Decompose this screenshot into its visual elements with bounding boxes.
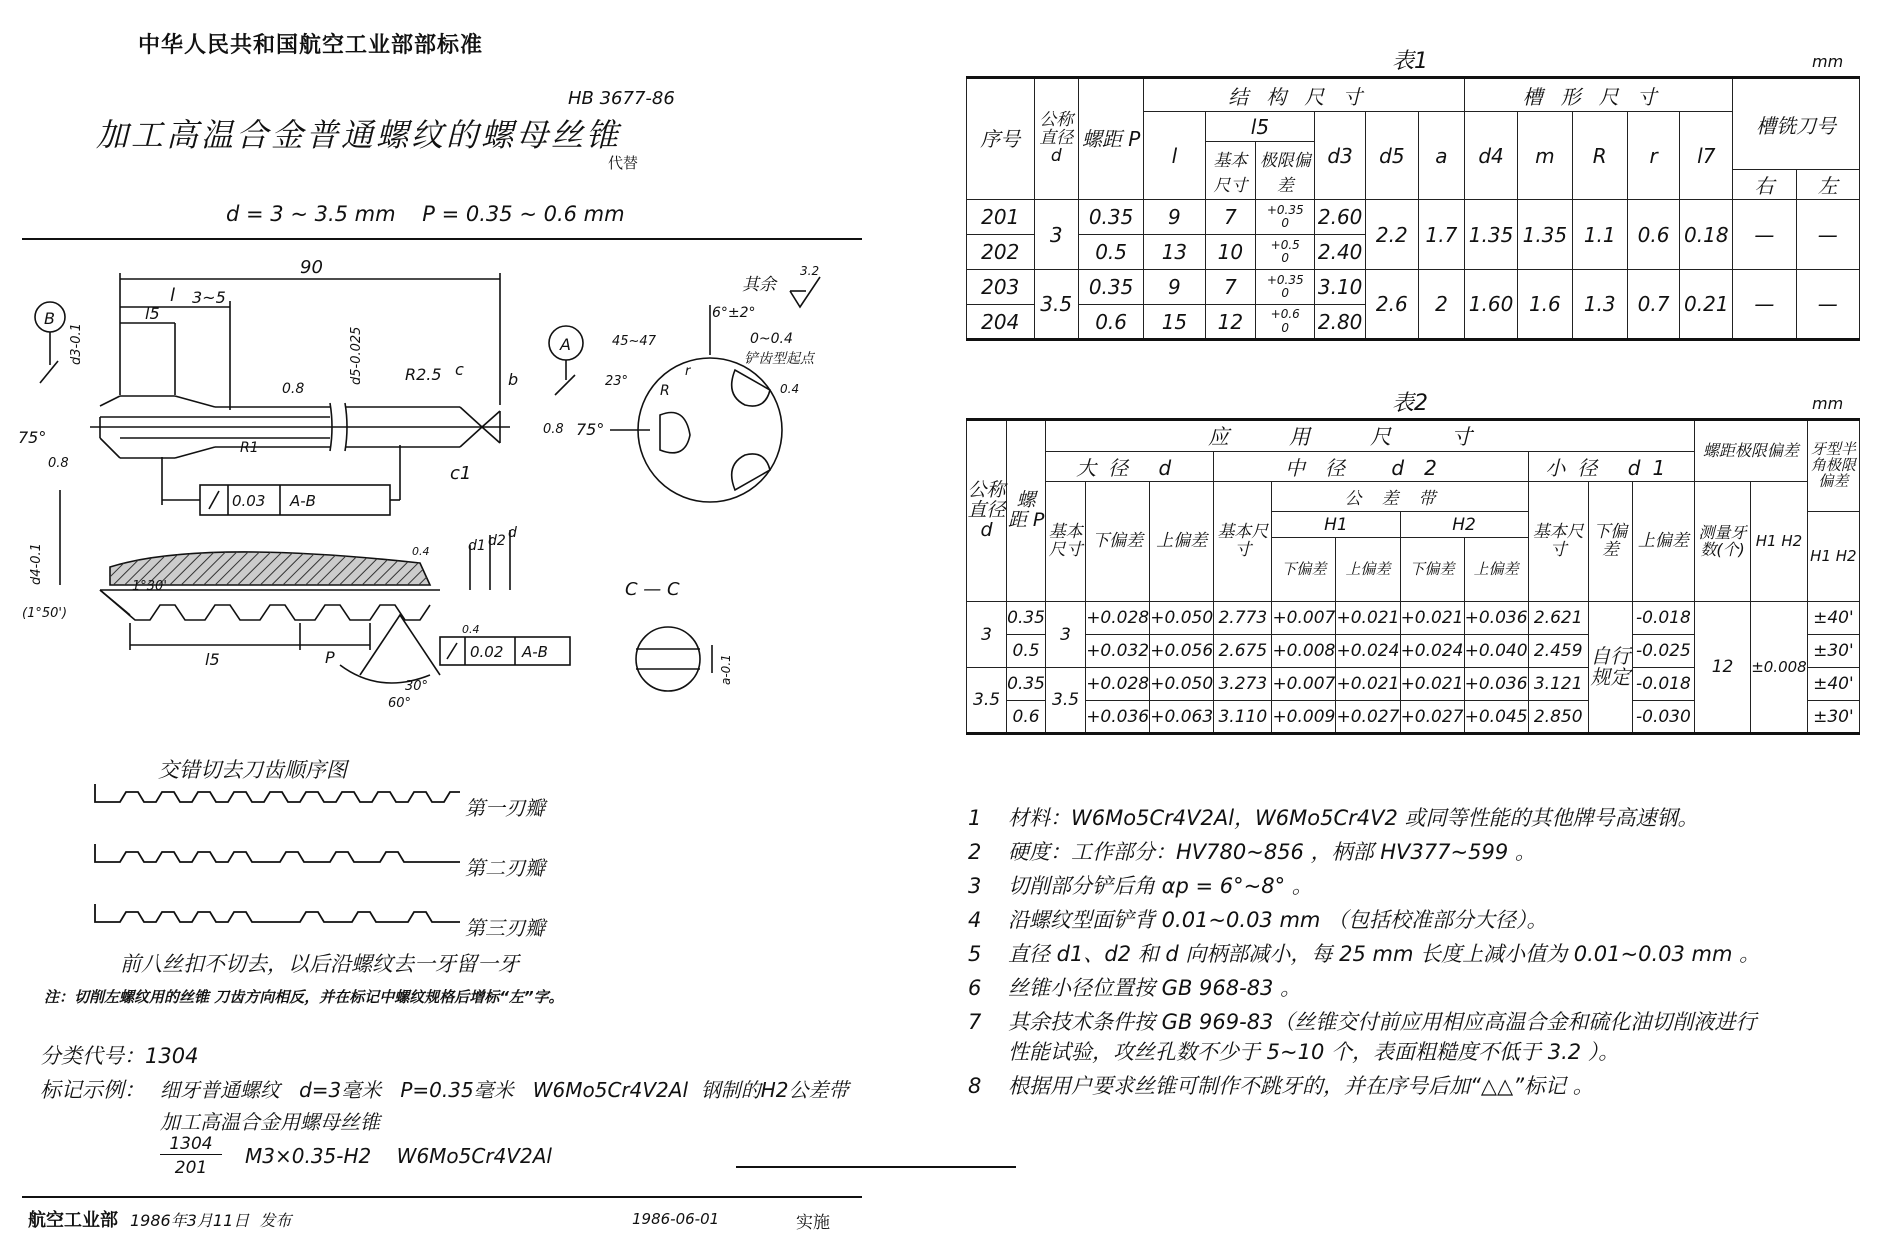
t1-g1-m: 1.6	[1517, 270, 1572, 340]
t1-r1-l5: 10	[1205, 235, 1256, 270]
t1-h-cutter: 槽铣刀号	[1733, 78, 1860, 170]
dept-label: 航空工业部	[28, 1210, 118, 1231]
t2-h-min-base: 基本尺寸	[1528, 482, 1588, 602]
t1-g0-r: 0.6	[1627, 200, 1680, 270]
t2-h-meas: 测量牙数(个)	[1695, 482, 1751, 602]
t2-pitchtol: ±0.008	[1751, 602, 1808, 734]
datum2-ref: A-B	[522, 643, 548, 661]
standard-code: HB 3677-86	[568, 88, 675, 109]
note-8: 8 根据用户要求丝锥可制作不跳牙的，并在序号后加“△△”标记 。	[968, 1074, 1594, 1098]
relief-label: 0~0.4	[750, 331, 793, 347]
t2-h-maj-base: 基本尺寸	[1046, 482, 1086, 602]
t1-r3-dev: +0.6 0	[1256, 305, 1315, 340]
t1-r3-pitch: 0.6	[1078, 305, 1143, 340]
t1-r0-dev: +0.35 0	[1256, 200, 1315, 235]
t2-h-h2-up: 上偏差	[1464, 538, 1528, 602]
t2-r0-majlow: +0.028	[1086, 602, 1150, 635]
roughness-04c: 0.4	[462, 623, 480, 636]
t2-minor-low: 自行规定	[1588, 602, 1632, 734]
note-5: 5 直径 d1、d2 和 d 向柄部减小，每 25 mm 长度上减小值为 0.01~0.03 mm 。	[968, 942, 1761, 966]
table1-unit: mm	[1812, 52, 1844, 71]
t2-r0-h2l: +0.021	[1400, 602, 1464, 635]
roughness-04b: 0.4	[412, 545, 430, 558]
seq-note: 前八丝扣不切去，以后沿螺纹去一牙留一牙	[120, 952, 519, 976]
runout-value: 0.03	[232, 492, 266, 510]
t2-r3-min: 2.850	[1528, 701, 1588, 734]
effective-date: 1986-06-01	[632, 1210, 720, 1228]
t2-r2-pd: 3.273	[1214, 668, 1272, 701]
org-standard: 中华人民共和国航空工业部部标准	[138, 33, 484, 58]
t1-r1-pitch: 0.5	[1078, 235, 1143, 270]
note-1: 1 材料：W6Mo5Cr4V2Al，W6Mo5Cr4V2 或同等性能的其他牌号高速钢。	[968, 806, 1699, 830]
t2-r0-h2u: +0.036	[1464, 602, 1528, 635]
t2-r0-pd: 2.773	[1214, 602, 1272, 635]
t2-r2-h1u: +0.021	[1336, 668, 1400, 701]
t1-r3-seq: 204	[967, 305, 1035, 340]
angle-30: 30°	[405, 679, 429, 694]
t2-r2-h2u: +0.036	[1464, 668, 1528, 701]
t2-h-half: 牙型半角极限偏差	[1807, 420, 1859, 512]
a-dim-label: a-0.1	[719, 654, 733, 685]
t1-h-m: m	[1517, 112, 1572, 200]
l5-label: l5	[145, 304, 160, 323]
seq-row1-label: 第一刃瓣	[465, 796, 545, 820]
tap-drawing	[0, 245, 880, 745]
t1-h-d5: d5	[1365, 112, 1418, 200]
t1-h-d4: d4	[1465, 112, 1518, 200]
t2-r2-half: ±40'	[1807, 668, 1859, 701]
t1-g0-a: 1.7	[1418, 200, 1464, 270]
replace-label: 代替	[608, 154, 639, 172]
l5b-label: l5	[205, 650, 220, 669]
angle-23-label: 23°	[605, 374, 629, 389]
t2-r2-h1l: +0.007	[1272, 668, 1336, 701]
signature-rule	[736, 1166, 1016, 1168]
b-label: b	[508, 370, 519, 389]
t2-base-1: 3.5	[1046, 668, 1086, 734]
t2-h-maj-low: 下偏差	[1086, 482, 1150, 602]
t2-r3-p: 0.6	[1007, 701, 1046, 734]
t2-r0-p: 0.35	[1007, 602, 1046, 635]
runout2-value: 0.02	[470, 643, 504, 661]
mark-line-2: 加工高温合金用螺母丝锥	[160, 1110, 380, 1134]
t2-h-h1-up: 上偏差	[1336, 538, 1400, 602]
t2-r0-h1l: +0.007	[1272, 602, 1336, 635]
t1-r1-seq: 202	[967, 235, 1035, 270]
angle-60: 60°	[388, 696, 412, 711]
t1-g1-right: —	[1733, 270, 1796, 340]
t2-r0-half: ±40'	[1807, 602, 1859, 635]
t2-r2-min: 3.121	[1528, 668, 1588, 701]
note-7: 7 其余技术条件按 GB 969-83（丝锥交付前应用相应高温合金和硫化油切削液进行	[968, 1010, 1757, 1034]
t1-h-l5: l5	[1205, 112, 1315, 142]
t1-g0-m: 1.35	[1517, 200, 1572, 270]
seq-diagram	[90, 784, 480, 944]
t1-g1-left: —	[1796, 270, 1859, 340]
t1-r0-pitch: 0.35	[1078, 200, 1143, 235]
t2-r3-pd: 3.110	[1214, 701, 1272, 734]
angle-6-label: 6°±2°	[712, 305, 756, 321]
header-rule	[22, 238, 862, 240]
t2-r2-p: 0.35	[1007, 668, 1046, 701]
t1-r0-d3: 2.60	[1315, 200, 1366, 235]
t1-h-d3: d3	[1315, 112, 1366, 200]
table2-unit: mm	[1812, 394, 1844, 413]
t1-r2-d3: 3.10	[1315, 270, 1366, 305]
t2-base-0: 3	[1046, 602, 1086, 668]
t2-h-maj-up: 上偏差	[1150, 482, 1214, 602]
note-2: 2 硬度：工作部分：HV780~856 ，柄部 HV377~599 。	[968, 840, 1536, 864]
t2-r1-p: 0.5	[1007, 635, 1046, 668]
d5-label: d5-0.025	[349, 326, 364, 385]
d1-label: d1	[468, 538, 486, 554]
t2-r0-minup: -0.018	[1632, 602, 1694, 635]
note-6: 6 丝锥小径位置按 GB 968-83 。	[968, 976, 1302, 1000]
t1-g0-nom: 3	[1034, 200, 1078, 270]
t1-r1-d3: 2.40	[1315, 235, 1366, 270]
c1-label: c1	[450, 463, 472, 484]
relief-note: 铲齿型起点	[744, 351, 814, 367]
r-small-label: r	[685, 364, 691, 379]
t1-r3-l5: 12	[1205, 305, 1256, 340]
note-7-cont: 性能试验，攻丝孔数不少于 5~10 个，表面粗糙度不低于 3.2 ）。	[1008, 1040, 1620, 1064]
d3-label: d3-0.1	[69, 323, 84, 365]
t2-r0-min: 2.621	[1528, 602, 1588, 635]
t1-h-struct: 结构尺寸	[1144, 78, 1465, 112]
t2-h-pitchtol: 螺距极限偏差	[1695, 420, 1808, 482]
t1-r3-d3: 2.80	[1315, 305, 1366, 340]
l-label: l	[170, 285, 176, 306]
t1-g1-nom: 3.5	[1034, 270, 1078, 340]
t2-r1-majlow: +0.032	[1086, 635, 1150, 668]
t1-g0-d5: 2.2	[1365, 200, 1418, 270]
rest-value: 3.2	[800, 264, 820, 278]
t2-r1-h1l: +0.008	[1272, 635, 1336, 668]
mark-line-1: 细牙普通螺纹 d=3毫米 P=0.35毫米 W6Mo5Cr4V2Al 钢制的H2公差带	[160, 1078, 849, 1102]
t1-g0-l7: 0.18	[1680, 200, 1733, 270]
t1-r1-l: 13	[1144, 235, 1205, 270]
t2-r2-majup: +0.050	[1150, 668, 1214, 701]
footer-rule	[22, 1196, 862, 1198]
t1-h-l: l	[1144, 112, 1205, 200]
t1-h-r: r	[1627, 112, 1680, 200]
issue-date: 1986年3月11日 发布	[130, 1211, 292, 1230]
t2-h-h1h2: H1 H2	[1751, 482, 1808, 602]
class-code: 分类代号：1304	[40, 1044, 199, 1068]
t2-r3-h2l: +0.027	[1400, 701, 1464, 734]
t1-g0-R: 1.1	[1572, 200, 1627, 270]
r1-label: R1	[240, 440, 259, 456]
t2-h-H1: H1	[1272, 512, 1400, 538]
t2-r1-h1u: +0.024	[1336, 635, 1400, 668]
t2-r3-majlow: +0.036	[1086, 701, 1150, 734]
t2-nom-0: 3	[967, 602, 1007, 668]
t2-r1-h2u: +0.040	[1464, 635, 1528, 668]
t2-r2-minup: -0.018	[1632, 668, 1694, 701]
frac-bottom: 201	[174, 1158, 208, 1178]
t2-r3-majup: +0.063	[1150, 701, 1214, 734]
t2-r1-pd: 2.675	[1214, 635, 1272, 668]
t2-h-nom: 公称直径 d	[967, 420, 1007, 602]
t2-h-band: 公差带	[1272, 482, 1528, 512]
t1-g0-left: —	[1796, 200, 1859, 270]
t1-h-pitch: 螺距 P	[1078, 78, 1143, 200]
t2-r2-majlow: +0.028	[1086, 668, 1150, 701]
t1-h-right: 右	[1733, 170, 1796, 200]
t2-h-minor: 小径 d1	[1528, 452, 1694, 482]
c-label: c	[455, 360, 464, 379]
roughness-04: 0.4	[780, 382, 800, 396]
seq-row3-label: 第三刃瓣	[465, 916, 545, 940]
t1-r0-l: 9	[1144, 200, 1205, 235]
t1-h-seq: 序号	[967, 78, 1035, 200]
page-title: 加工高温合金普通螺纹的螺母丝锥	[96, 116, 622, 154]
t2-r1-majup: +0.056	[1150, 635, 1214, 668]
t1-h-left: 左	[1796, 170, 1859, 200]
roughness-08c: 0.8	[543, 422, 564, 437]
t2-h-pitchd: 中径 d2	[1214, 452, 1528, 482]
t1-g1-r: 0.7	[1627, 270, 1680, 340]
t2-r1-min: 2.459	[1528, 635, 1588, 668]
t1-g1-R: 1.3	[1572, 270, 1627, 340]
dim-3-5-label: 3~5	[192, 288, 226, 307]
d2-label: d2	[488, 533, 506, 549]
seq-title: 交错切去刀齿顺序图	[158, 758, 347, 782]
t2-h-min-low: 下偏差	[1588, 482, 1632, 602]
table1-title: 表1	[1392, 49, 1428, 74]
t1-h-base: 基本尺寸	[1205, 142, 1256, 200]
t1-r0-seq: 201	[967, 200, 1035, 235]
t2-h-pitch: 螺距 P	[1007, 420, 1046, 602]
t1-h-a: a	[1418, 112, 1464, 200]
t1-h-R: R	[1572, 112, 1627, 200]
roughness-08-label: 0.8	[282, 381, 305, 397]
t2-h-pd-base: 基本尺寸	[1214, 482, 1272, 602]
t1-r1-dev: +0.5 0	[1256, 235, 1315, 270]
t1-h-groove: 槽形尺寸	[1465, 78, 1733, 112]
table2	[966, 418, 1860, 735]
size-range: d = 3 ~ 3.5 mm P = 0.35 ~ 0.6 mm	[226, 202, 625, 226]
rest-label: 其余	[742, 275, 776, 295]
t2-r3-h2u: +0.045	[1464, 701, 1528, 734]
t1-g0-d4: 1.35	[1465, 200, 1518, 270]
datum-B-label: B	[44, 309, 55, 328]
datum-ref: A-B	[290, 492, 316, 510]
datum-A-label: A	[560, 335, 571, 354]
t2-h-major: 大径 d	[1046, 452, 1214, 482]
t2-h-h2-low: 下偏差	[1400, 538, 1464, 602]
t1-h-nom: 公称直径 d	[1034, 78, 1078, 200]
angle-75-right: 75°	[576, 420, 605, 439]
t2-r1-h2l: +0.024	[1400, 635, 1464, 668]
t2-r3-h1u: +0.027	[1336, 701, 1400, 734]
t2-r3-minup: -0.030	[1632, 701, 1694, 734]
t2-h-H2: H2	[1400, 512, 1528, 538]
t1-r0-l5: 7	[1205, 200, 1256, 235]
seq-row2-label: 第二刃瓣	[465, 856, 545, 880]
effective-label: 实施	[796, 1213, 830, 1233]
note-3: 3 切削部分铲后角 αp = 6°~8° 。	[968, 874, 1313, 898]
roughness-08b: 0.8	[48, 456, 69, 471]
t1-r2-dev: +0.35 0	[1256, 270, 1315, 305]
R-label: R	[660, 383, 670, 399]
table1	[966, 76, 1860, 341]
angle-1-30: 1°30'	[132, 579, 167, 594]
t1-h-l7: l7	[1680, 112, 1733, 200]
t1-r2-l5: 7	[1205, 270, 1256, 305]
angle-45-47-label: 45~47	[612, 334, 656, 349]
section-cc-label: C — C	[625, 579, 680, 600]
angle-1-50: (1°50')	[22, 606, 68, 621]
t2-meas: 12	[1695, 602, 1751, 734]
seq-footnote: 注：切削左螺纹用的丝锥 刀齿方向相反，并在标记中螺纹规格后增标“左”字。	[44, 988, 564, 1006]
t2-r3-half: ±30'	[1807, 701, 1859, 734]
t2-r1-minup: -0.025	[1632, 635, 1694, 668]
note-4: 4 沿螺纹型面铲背 0.01~0.03 mm （包括校准部分大径）。	[968, 908, 1548, 932]
t1-h-dev: 极限偏差	[1256, 142, 1315, 200]
t2-h-min-up: 上偏差	[1632, 482, 1694, 602]
t2-r2-h2l: +0.021	[1400, 668, 1464, 701]
table2-title: 表2	[1392, 391, 1428, 416]
d-label: d	[508, 525, 517, 541]
t2-h-h1-low: 下偏差	[1272, 538, 1336, 602]
t1-g0-right: —	[1733, 200, 1796, 270]
t2-r0-h1u: +0.021	[1336, 602, 1400, 635]
t1-g1-d4: 1.60	[1465, 270, 1518, 340]
P-label: P	[325, 648, 335, 667]
t1-g1-d5: 2.6	[1365, 270, 1418, 340]
t1-g1-a: 2	[1418, 270, 1464, 340]
t2-nom-1: 3.5	[967, 668, 1007, 734]
t1-g1-l7: 0.21	[1680, 270, 1733, 340]
angle-75-left: 75°	[18, 428, 47, 447]
t1-r3-l: 15	[1144, 305, 1205, 340]
t1-r2-seq: 203	[967, 270, 1035, 305]
d4-label: d4-0.1	[29, 543, 44, 585]
t2-r1-half: ±30'	[1807, 635, 1859, 668]
t1-r2-l: 9	[1144, 270, 1205, 305]
t2-r3-h1l: +0.009	[1272, 701, 1336, 734]
mark-line-3: M3×0.35-H2 W6Mo5Cr4V2Al	[245, 1144, 552, 1168]
t2-h-half-h1h2: H1 H2	[1807, 512, 1859, 602]
mark-example-label: 标记示例：	[40, 1078, 145, 1102]
frac-top: 1304	[160, 1134, 222, 1155]
r25-label: R2.5	[405, 365, 442, 384]
t2-r0-majup: +0.050	[1150, 602, 1214, 635]
t2-h-app: 应用尺寸	[1046, 420, 1695, 452]
t1-r2-pitch: 0.35	[1078, 270, 1143, 305]
length-90-label: 90	[300, 257, 323, 278]
